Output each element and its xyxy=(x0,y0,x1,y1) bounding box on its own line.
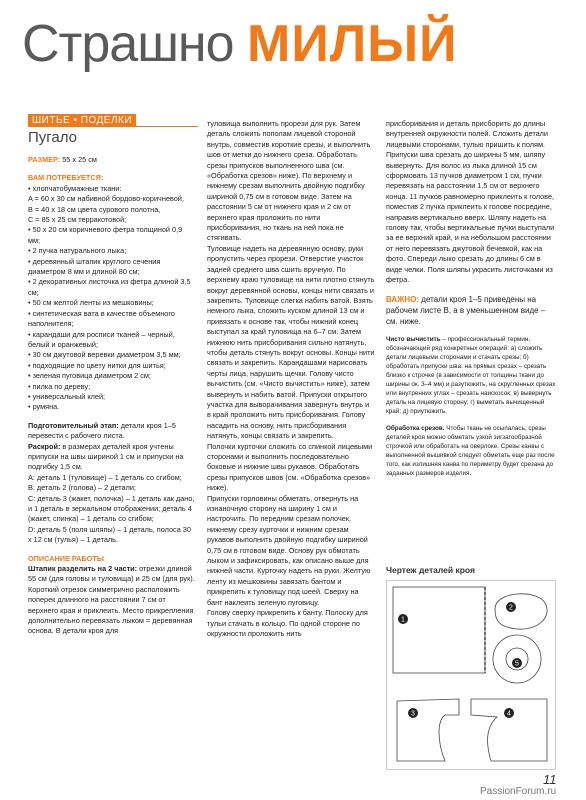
list-item: • 30 см джутовой веревки диаметром 3,5 мм; xyxy=(28,350,181,360)
watermark: PassionForum.ru xyxy=(480,786,557,797)
column-1 xyxy=(28,155,196,637)
pattern-label: 4 xyxy=(507,710,511,718)
project-subtitle: Пугало xyxy=(28,129,78,146)
note-text: – профессиональный термин, обозначающий ряд конкретных операций: а) сложить детали лицевыми сторонами и стачать срезы; б) обработать припуски шва: на прямых срезах – срезать близко к строчке (в зависимости от толщины ткани до ширины ок. 3–4 мм) и разутюжить, на скругленных срезах или внутренних углах – срезать наискосок; в) вывернуть деталь на лицевую сторону; г) выметать вычищенный край; д) приутюжить. xyxy=(386,335,556,415)
materials-title: ВАМ ПОТРЕБУЕТСЯ: xyxy=(28,173,104,183)
list-item: B: деталь 2 (голова) – 2 детали; xyxy=(28,483,136,493)
pattern-piece-3 xyxy=(397,699,459,761)
list-item: • 50 см желтой ленты из мешковины; xyxy=(28,298,154,308)
pattern-svg xyxy=(387,581,555,769)
pattern-label: 2 xyxy=(509,604,513,612)
pattern-label: 3 xyxy=(411,710,415,718)
pattern-diagram xyxy=(386,580,556,770)
list-item: • карандаши для росписи тканей – черный, белый и оранжевый; xyxy=(28,329,175,349)
list-item: • подходящие по цвету нитки для шитья; xyxy=(28,360,166,370)
prep-title: Подготовительный этап: xyxy=(28,420,119,430)
cut-list xyxy=(28,473,196,546)
list-item: B = 40 x 18 см цвета сурового полотна, xyxy=(28,204,161,214)
work-text: отрезки длиной 55 см (для головы и туловища) и 25 см (для рук). Короткий отрезок симметрично расположить поперек длинного на расстоянии 7 см от верхнего края и приклеить. Место прикрепления дополнительно перевязать лыком = деревянная основа. В детали кроя для xyxy=(28,564,195,636)
list-item: • деревянный штапик круглого сечения диаметром 8 мм и длиной 80 см; xyxy=(28,256,161,277)
materials-list xyxy=(28,184,196,413)
important-text: детали кроя 1–5 приведены на рабочем листе B, а в уменьшенном виде – см. ниже. xyxy=(386,294,546,326)
size-label: РАЗМЕР: xyxy=(28,155,61,164)
pattern-piece-1 xyxy=(393,587,485,673)
list-item: D: деталь 5 (поля шляпы) – 1 деталь, полоса 30 x 12 см (тулья) – 1 деталь. xyxy=(28,524,191,545)
note-title: Чисто вычистить xyxy=(386,335,441,343)
size-value: 55 x 25 см xyxy=(60,155,97,164)
pattern-label: 5 xyxy=(515,660,519,668)
paragraph: Полочки курточки сложить со спинкой лицевыми сторонами и выполнить последовательно боковые и нижние швы рукавов. Обработать срезы припусков швов (см. «Обработка срезов» ниже). xyxy=(207,441,373,493)
paragraph: Туловище надеть на деревянную основу, руки пропустить через прорези. Отверстие участок задней среднего шва сшить вручную. По верхнему краю туловище на нити плотно стянуть вокруг деревянной основы, концы нити связать и закрепить. Туловище слегка набить ватой. Взять немного лыка, сложить куском длиной 13 см и привязать к основе так, чтобы нижний конец выступал за край туловища на 6–7 см. Затем нижнюю нить присборивания сильно натянуть, чтобы деталь стянуть вокруг основы. Концы нити связать и закрепить. Карандашами нарисовать черты лица, нарушить щечки. Голову чисто вычистить (см. «Чисто вычистить» ниже), затем вывернуть и набить ватой. Припуски открытого участка для выворачивания завернуть внутрь и в край проложить нить присборивания. Голову насадить на основу, нить присборивания натянуть, концы связать и закрепить. xyxy=(207,243,375,441)
note-text: Чтобы ткань не осыпалась, срезы деталей кроя можно обметать узкой зигзагообразной строчкой или обработать на оверлоке. Срезы канвы с выполненной вышивкой следует обметать еще раз после того, как излишняя канва по периметру будет срезана до заданных размеров изделия. xyxy=(386,424,555,477)
list-item: • зеленая пуговица диаметром 2 см; xyxy=(28,371,151,381)
column-2 xyxy=(207,119,375,639)
cut-text: в размерах деталей кроя учтены припуски на швы шириной 1 см и припуски на подгибку 1,5 см. xyxy=(28,441,184,472)
list-item: C = 85 x 25 см терракотовой; xyxy=(28,215,127,225)
list-item: • синтетическая вата в качестве объемного наполнителя; xyxy=(28,308,175,329)
page-number: 11 xyxy=(543,772,557,787)
category-divider xyxy=(28,126,198,127)
list-item: A = 60 x 30 см набивной бордово-коричневой, xyxy=(28,194,184,204)
list-item: • 50 x 20 см коричневого фетра толщиной 0,9 мм; xyxy=(28,225,183,245)
work-bold: Штапик разделить на 2 части: xyxy=(28,564,138,574)
prep-text: детали кроя 1–5 перевести с рабочего листа. xyxy=(28,420,176,441)
category-badge: ШИТЬЕ • ПОДЕЛКИ xyxy=(28,114,136,127)
list-item: • 2 пучка натурального лыка; xyxy=(28,246,127,256)
note-title: Обработка срезов. xyxy=(386,424,445,432)
paragraph: туловища выполнить прорези для рук. Затем деталь сложить пополам лицевой стороной внутрь, совместив короткие срезы, и выполнить шов от метки до нижнего среза. Обработать срезы припусков выполненного шва (см. «Обработка срезов» ниже). По верхнему и нижнему срезам выполнить двойную подгибку шириной 0,75 см в готовом виде. Затем на расстоянии 5 см от нижнего края и 2 см от верхнего края проложить по нити присборивания, но ткань на ней пока не стягивать. xyxy=(207,119,371,243)
list-item: A: деталь 1 (туловище) – 1 деталь со сгибом; xyxy=(28,472,182,482)
list-item: • румяна. xyxy=(28,402,60,412)
paragraph: Голову сверху прикрепить к банту. Полоску для тульи стачать в кольцо. По одной стороне по окружности проложить нить xyxy=(207,608,368,638)
pattern-piece-2 xyxy=(495,594,547,629)
list-item: • универсальный клей; xyxy=(28,391,106,401)
pattern-label: 1 xyxy=(401,616,405,624)
column-3 xyxy=(386,119,558,478)
list-item: • хлопчатобумажные ткани: xyxy=(28,183,122,193)
pattern-title: Чертеж деталей кроя xyxy=(386,565,475,575)
important-label: ВАЖНО: xyxy=(386,294,420,304)
page-title: Страшно МИЛЫЙ xyxy=(22,15,458,73)
work-title: ОПИСАНИЕ РАБОТЫ xyxy=(28,553,104,563)
paragraph: Припуски горловины обметать, отвернуть на изнаночную сторону на ширину 1 см и настрочить. По передним срезам полочек, нижнему срезу курточки и нижним срезам рукавов выполнить двойную подгибку шириной 0,75 см в готовом виде. Основу рук обмотать лыком и зафиксировать, как описано выше для нижней части. Курточку надеть на руки. Желтую ленту из мешковины завязать бантом и прикрепить к туловищу под шеей. Сверху на бант наклеить зеленую пуговицу. xyxy=(207,493,371,607)
list-item: • 2 декоративных листочка из фетра длиной 3,5 см; xyxy=(28,277,191,297)
list-item: C: деталь 3 (жакет, полочка) – 1 деталь как дано, и 1 деталь в зеркальном отображении; деталь 4 (жакет, спинка) – 1 деталь со сгибом; xyxy=(28,493,195,524)
list-item: • пилка по дереву; xyxy=(28,381,91,391)
paragraph: присборивания и деталь присборить до длины внутренней окружности полей. Сложить детали лицевыми сторонами, тулью пришить к полям. Припуски шва срезать до ширины 5 мм, шляпу вывернуть. Для волос из лыка длиной 15 см сформовать 13 пучков диаметром 1 см, пучки перевязать на расстоянии 1,5 см от верхнего конца. 11 пучков равномерно приклеить к голове, поместив 2 пучка приклеить к голове посредине, направив вертикально вверх. Шляпу надеть на голову так, чтобы вертикальные пучки выступали за ее верхний край, и на небольшом расстоянии от него перевязать джутовой бечевкой, как на фото. Спереди лыко срезать до длины 6 см в виде челки. Поля шляпы украсить листочками из фетра. xyxy=(386,119,555,285)
cut-title: Раскрой: xyxy=(28,441,61,451)
